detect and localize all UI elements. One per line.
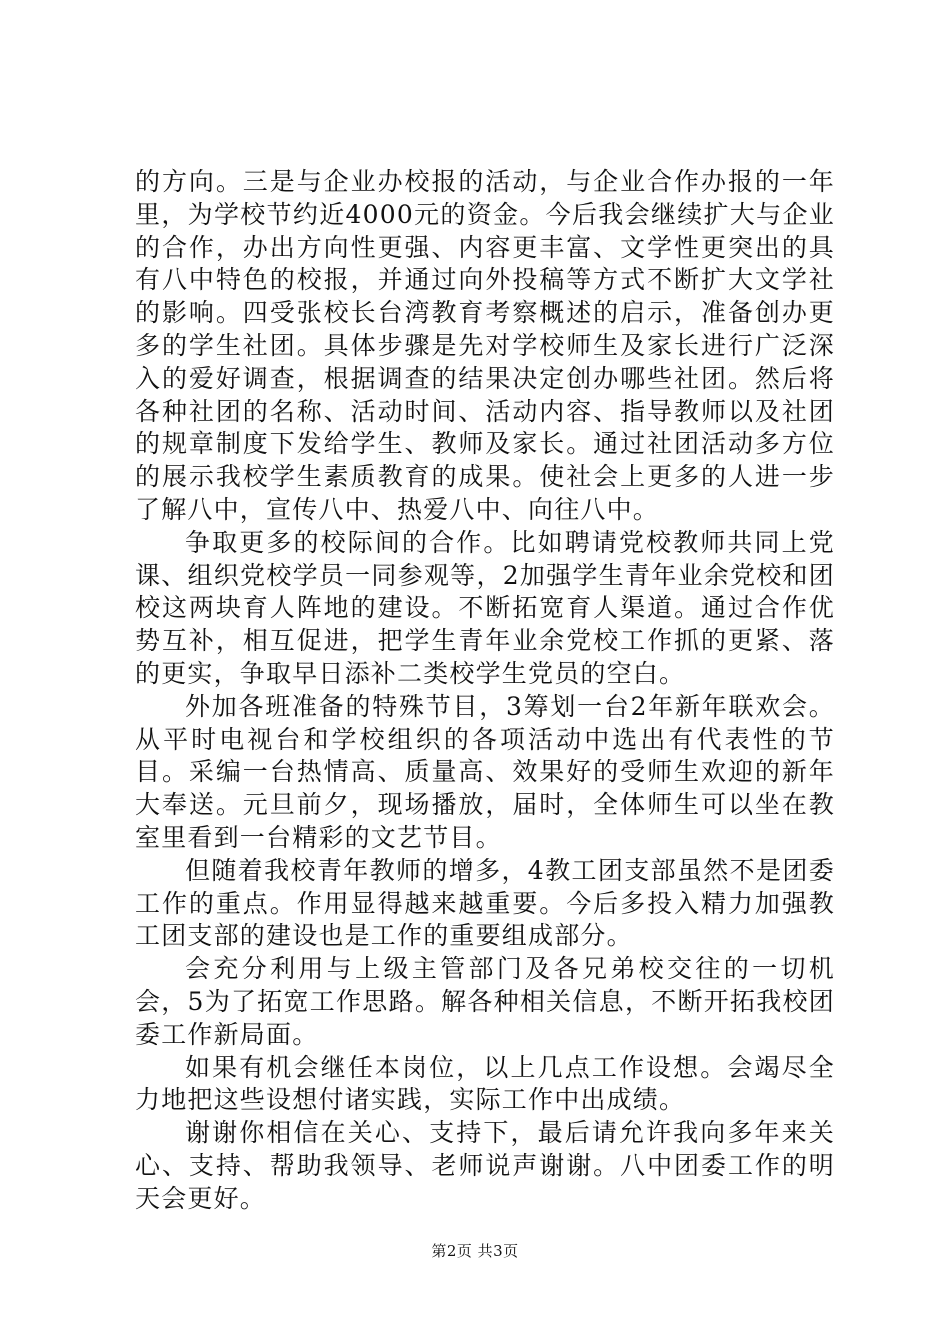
paragraph-2: 争取更多的校际间的合作。比如聘请党校教师共同上党课、组织党校学员一同参观等，2加强学生青年业余党校和团校这两块育人阵地的建设。不断拓宽育人渠道。通过合作优势互补，相互促进，把学生青年业余党校工作抓的更紧、落的更实，争取早日添补二类校学生党员的空白。 — [135, 527, 835, 688]
paragraph-5: 会充分利用与上级主管部门及各兄弟校交往的一切机会，5为了拓宽工作思路。解各种相关信息，不断开拓我校团委工作新局面。 — [135, 954, 835, 1049]
paragraph-6: 如果有机会继任本岗位，以上几点工作设想。会竭尽全力地把这些设想付诸实践，实际工作中出成绩。 — [135, 1052, 835, 1115]
paragraph-4: 但随着我校青年教师的增多，4教工团支部虽然不是团委工作的重点。作用显得越来越重要。今后多投入精力加强教工团支部的建设也是工作的重要组成部分。 — [135, 855, 835, 951]
document-body — [135, 166, 835, 1216]
page-number: 第2页 共3页 — [431, 1242, 519, 1260]
page-footer — [0, 1240, 950, 1261]
paragraph-1: 的方向。三是与企业办校报的活动，与企业合作办报的一年里，为学校节约近4000元的资金。今后我会继续扩大与企业的合作，办出方向性更强、内容更丰富、文学性更突出的具有八中特色的校报，并通过向外投稿等方式不断扩大文学社的影响。四受张校长台湾教育考察概述的启示，准备创办更多的学生社团。具体步骤是先对学校师生及家长进行广泛深入的爱好调查，根据调查的结果决定创办哪些社团。然后将各种社团的名称、活动时间、活动内容、指导教师以及社团的规章制度下发给学生、教师及家长。通过社团活动多方位的展示我校学生素质教育的成果。使社会上更多的人进一步了解八中，宣传八中、热爱八中、向往八中。 — [135, 167, 835, 524]
paragraph-3: 外加各班准备的特殊节目，3筹划一台2年新年联欢会。从平时电视台和学校组织的各项活动中选出有代表性的节目。采编一台热情高、质量高、效果好的受师生欢迎的新年大奉送。元旦前夕，现场播放，届时，全体师生可以坐在教室里看到一台精彩的文艺节目。 — [135, 691, 835, 852]
paragraph-7: 谢谢你相信在关心、支持下，最后请允许我向多年来关心、支持、帮助我领导、老师说声谢谢。八中团委工作的明天会更好。 — [135, 1118, 835, 1213]
